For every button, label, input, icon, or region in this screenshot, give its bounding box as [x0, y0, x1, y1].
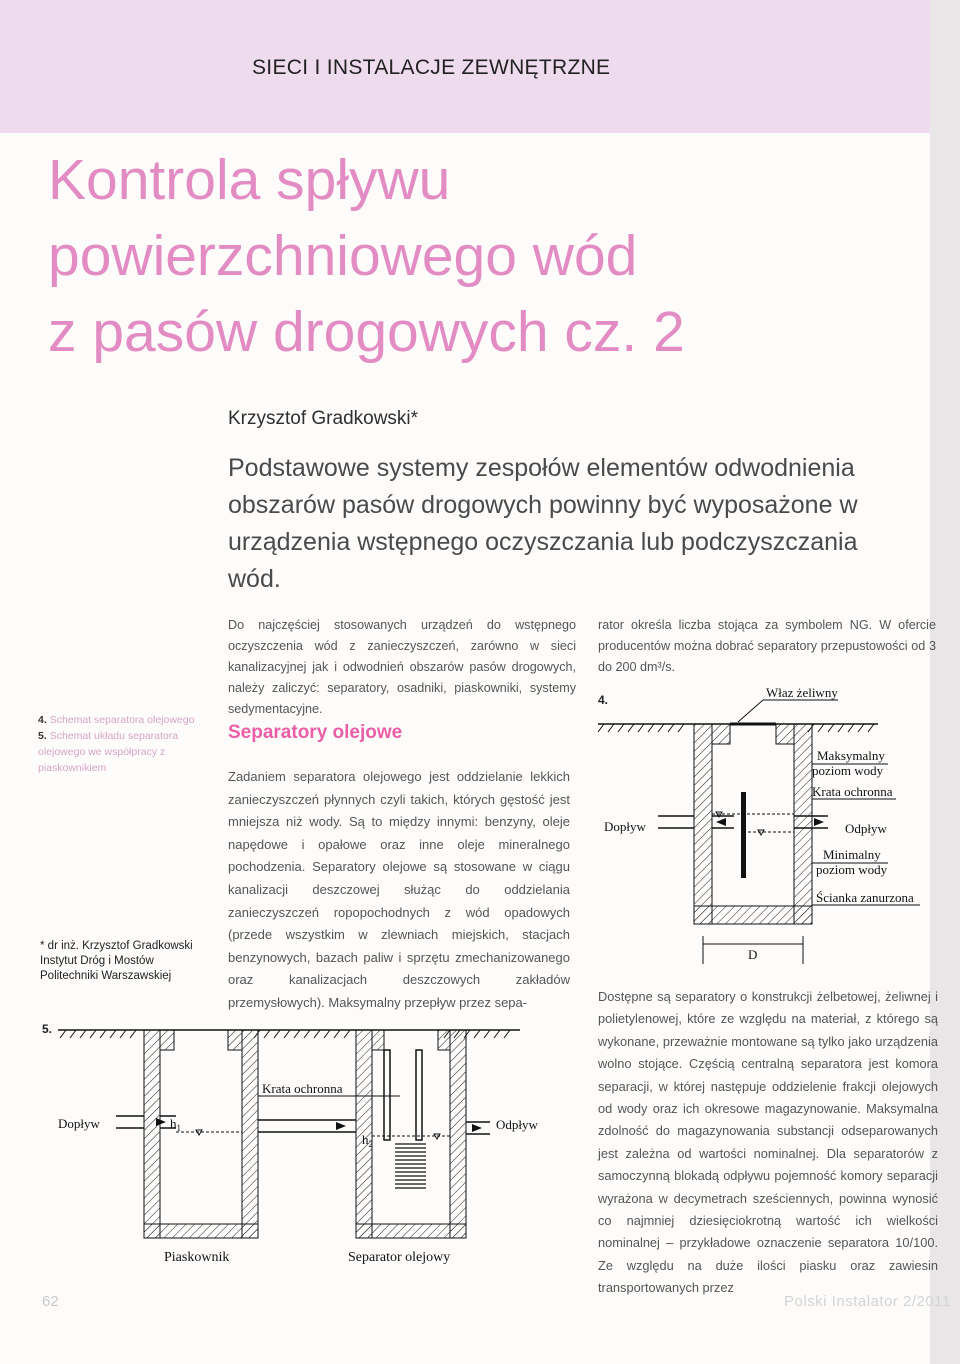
fig5-label-grate: Krata ochronna: [262, 1081, 343, 1096]
caption-5-text: Schemat układu separatora olejowego we współpracy z piaskownikiem: [38, 730, 179, 774]
caption-5: [38, 728, 208, 776]
figure-5-diagram: [50, 1012, 570, 1272]
title-line-2: powierzchniowego wód: [48, 224, 638, 288]
lead-paragraph: Podstawowe systemy zespołów elementów odwodnienia obszarów pasów drogowych powinny być wyposażone w urządzenia wstępnego oczyszczania lub podczyszczania wód.: [228, 454, 858, 593]
title-line-1: Kontrola spływu: [48, 148, 451, 212]
caption-4: [38, 712, 208, 728]
author-footnote: * dr inż. Krzysztof Gradkowski Instytut Dróg i Mostów Politechniki Warszawskiej: [40, 940, 193, 982]
fig4-label-dim: D: [748, 947, 758, 962]
figure-captions: [38, 712, 208, 776]
body-paragraph: Zadaniem separatora olejowego jest oddzielanie lekkich zanieczyszczeń płynnych czyli takich, których gęstość jest mniejsza niż wody. Są to między innymi: benzyny, oleje napędowe i opałowe oraz inne oleje mineralnego pochodzenia. Separatory olejowe są stosowane w ciągu kanalizacji deszczowej służąc do oddzielania zanieczyszczeń ropopochodnych z wód opadowych (przede wszystkim w zlewniach miejskich, stacjach benzynowych, bazach paliw i sprzętu zmechanizowanego oraz kanalizacjach deszczowych zakładów przemysłowych). Maksymalny przepływ przez sepa-: [228, 769, 570, 1010]
fig4-label-max-1: Maksymalny: [817, 748, 885, 763]
intro-paragraph: Do najczęściej stosowanych urządzeń do wstępnego oczyszczenia wód z zanieczyszczeń, zarówno w sieci kanalizacyjnej jak i odwodnień obszarów pasów drogowych, należy zaliczyć: separatory, osadniki, piaskowniki, systemy sedymentacyjne.: [228, 618, 576, 716]
fig4-label-outflow: Odpływ: [845, 821, 887, 836]
fig4-label-min-1: Minimalny: [823, 847, 881, 862]
fig5-label-sand-trap: Piaskownik: [164, 1250, 230, 1265]
right-column-top-paragraph: rator określa liczba stojąca za symbolem NG. W ofercie producentów można dobrać separatory przepustowości od 3 do 200 dm³/s.: [598, 618, 936, 674]
section-heading: Separatory olejowe: [228, 722, 403, 743]
section-label: SIECI I INSTALACJE ZEWNĘTRZNE: [252, 56, 611, 79]
title-line-3: z pasów drogowych cz. 2: [48, 300, 685, 364]
caption-5-number: 5.: [38, 730, 47, 742]
caption-4-text: Schemat separatora olejowego: [49, 714, 195, 726]
fig4-label-cover: Właz żeliwny: [766, 686, 838, 700]
article-title: [48, 142, 908, 370]
figure-4-number: 4.: [598, 693, 609, 707]
caption-4-number: 4.: [38, 714, 47, 726]
page-number: 62: [42, 1293, 59, 1310]
fig4-label-grate: Krata ochronna: [812, 784, 893, 799]
fig5-label-separator: Separator olejowy: [348, 1250, 451, 1265]
author-name: Krzysztof Gradkowski*: [228, 408, 419, 429]
magazine-title: Polski Instalator 2/2011: [784, 1293, 951, 1310]
fig5-label-h1: $h_1$: [170, 1116, 181, 1133]
fig5-label-h2: $h_2$: [362, 1132, 373, 1149]
fig5-label-inflow: Dopływ: [58, 1116, 100, 1131]
figure-4-diagram: [598, 686, 928, 976]
fig5-label-outflow: Odpływ: [496, 1117, 538, 1132]
fig4-label-max-2: poziom wody: [812, 763, 884, 778]
figure-5-number: 5.: [42, 1022, 53, 1036]
right-column-bottom-paragraph: Dostępne są separatory o konstrukcji żelbetowej, żeliwnej i polietylenowej, które ze względu na materiał, z którego są wykonane, przeważnie montowane są tylko jako urządzenia wolno stojące. Częścią centralną separatora jest komora separacji, w której następuje oddzielenie frakcji olejowych od wody oraz ich okresowe magazynowanie. Maksymalna zdolność do magazynowania substancji odseparowanych jest zależna od wartości nominalnej. Dla separatorów z samoczynną blokadą odpływu pojemność komory separacji wyrażona w decymetrach sześciennych, powinna wynosić co najmniej dziesięciokrotną wartość ich wielkości nominalnej – przykładowe oznaczenie separatora 10/100. Ze względu na duże ilości piasku oraz zawiesin transportowanych przez: [598, 989, 938, 1296]
fig4-label-wall: Ścianka zanurzona: [816, 890, 914, 905]
fig4-label-inflow: Dopływ: [604, 819, 646, 834]
fig4-label-min-2: poziom wody: [816, 862, 888, 877]
